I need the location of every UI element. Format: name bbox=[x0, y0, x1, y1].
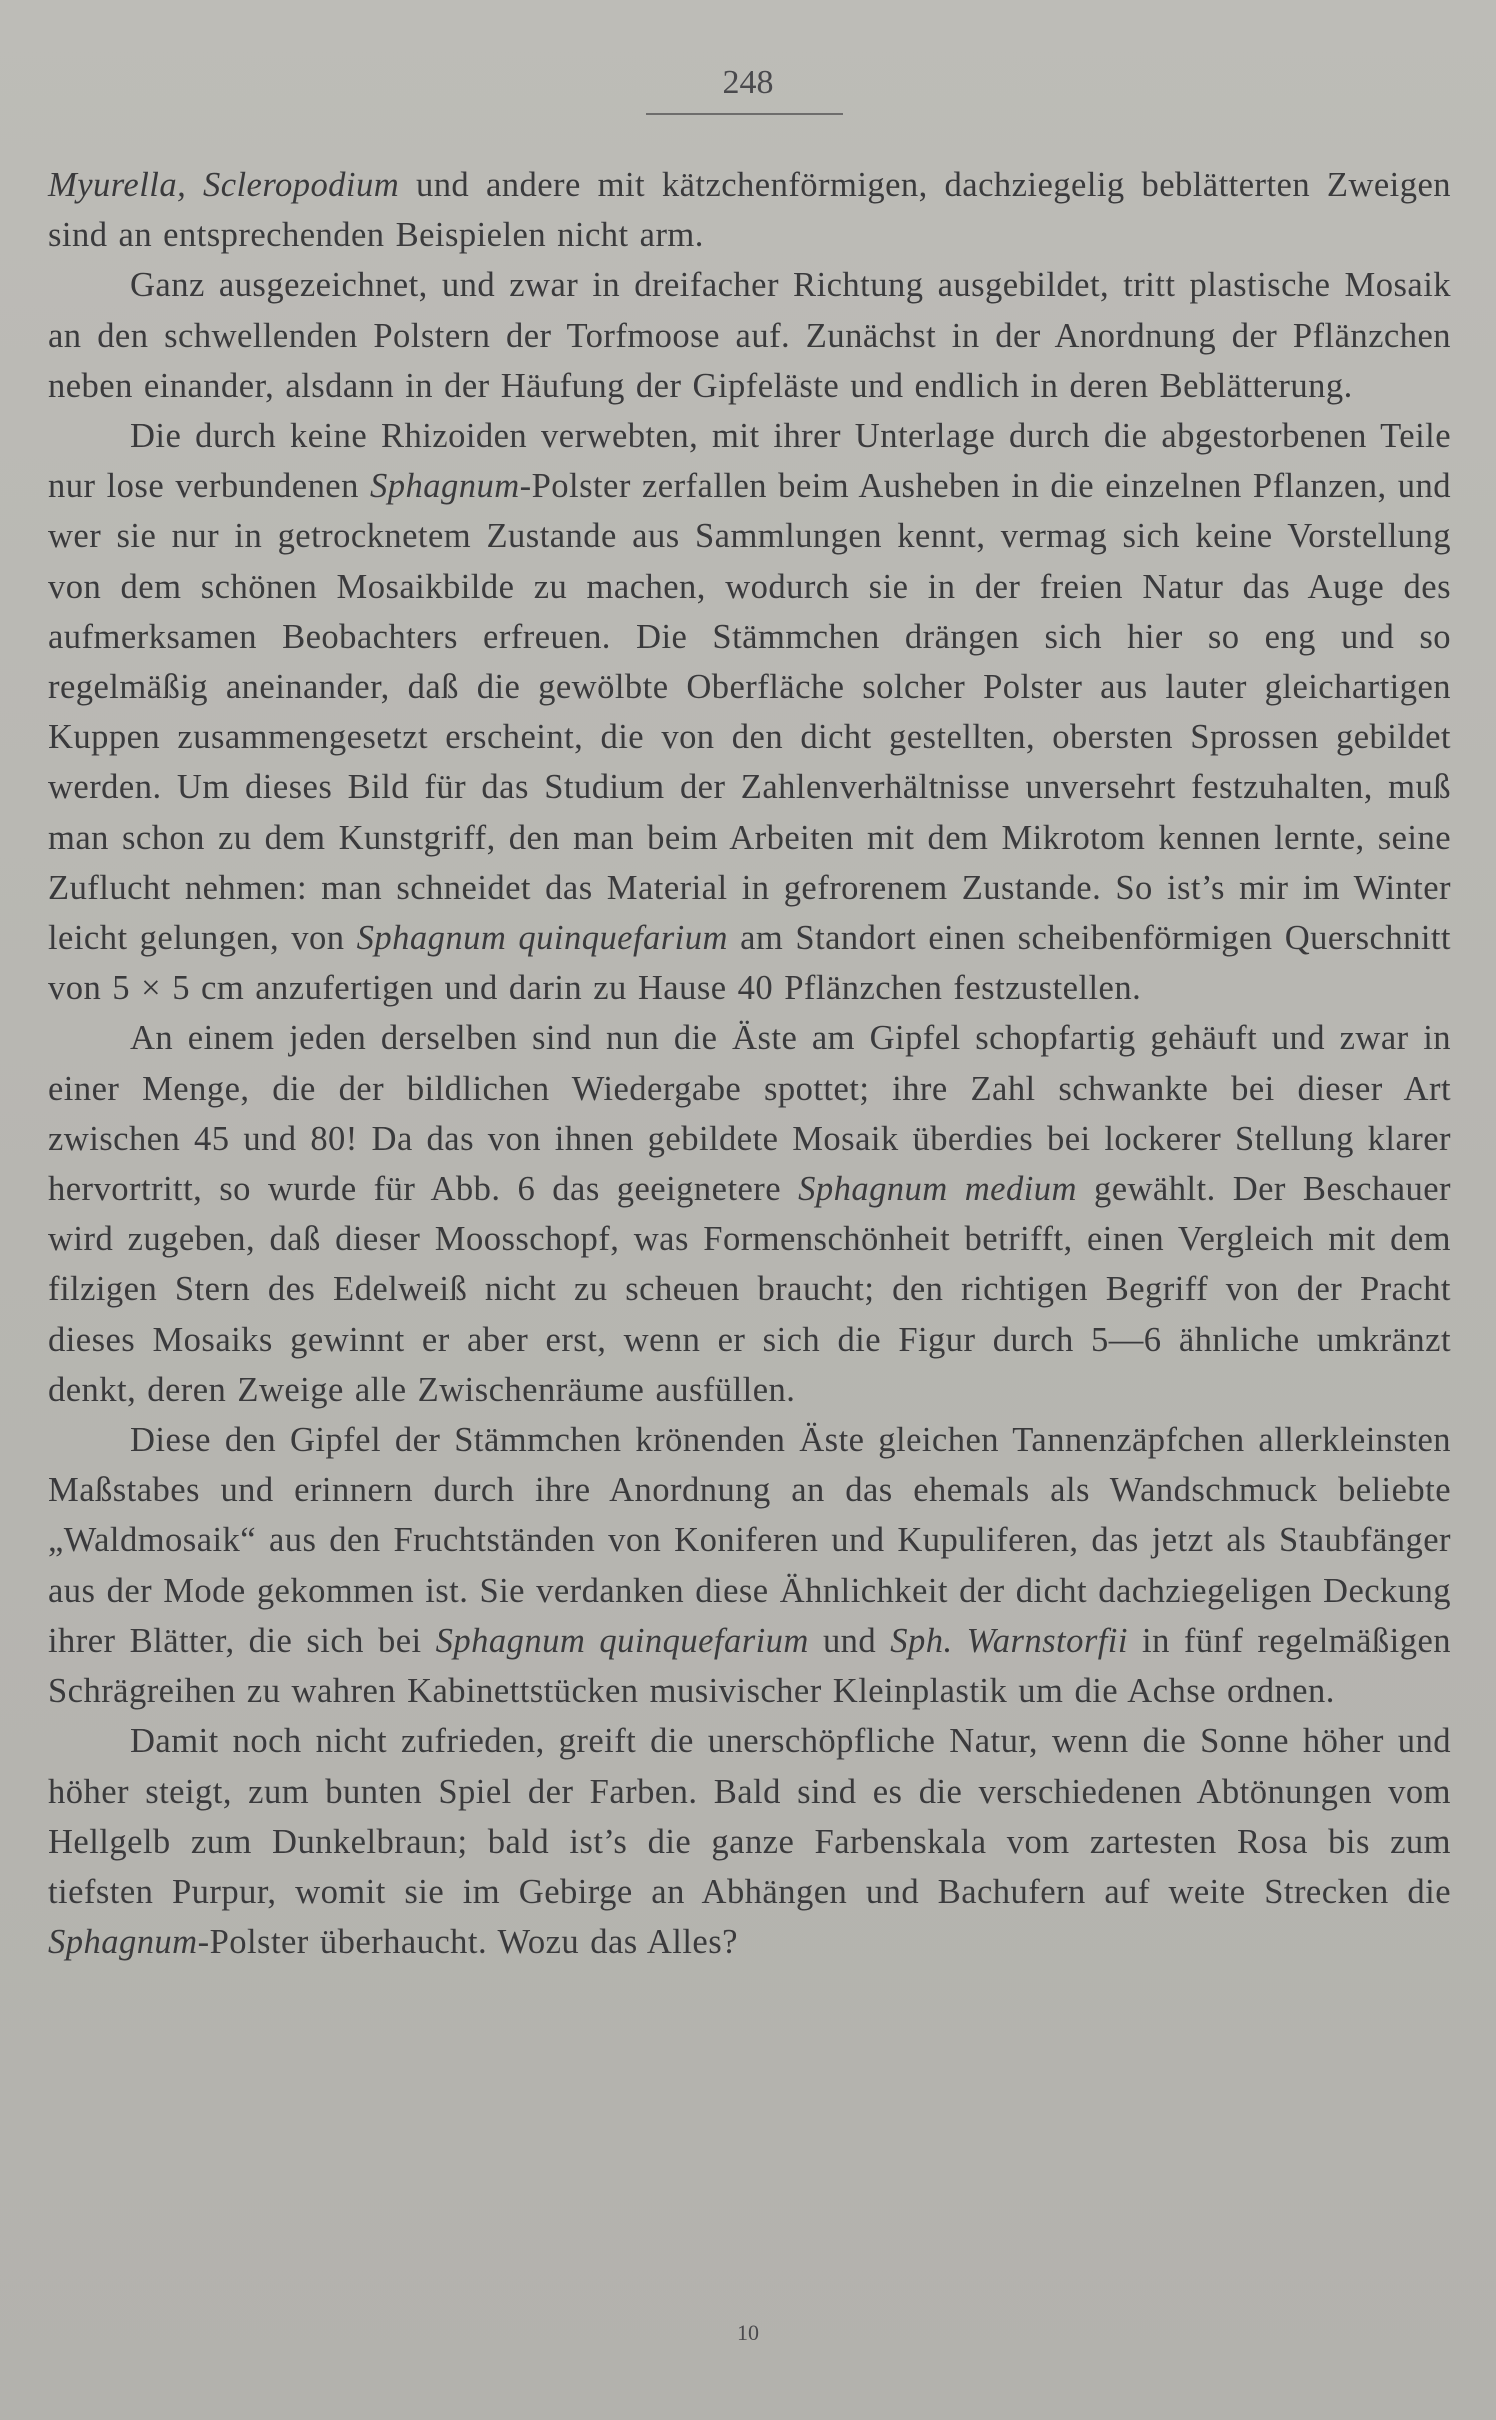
text-segment: in fünf regelmäßigen Schrägreihen zu wahren Kabinettstücken musivischer Kleinplastik um die Achse ordnen. bbox=[48, 1621, 1451, 1711]
text-segment: Sphagnum quinquefarium bbox=[356, 919, 728, 958]
paragraph bbox=[48, 411, 1451, 1013]
page-number: 248 bbox=[722, 64, 774, 101]
text-segment: Ganz ausgezeichnet, und zwar in dreifacher Richtung ausgebildet, tritt plastische Mosaik an den schwellenden Polstern der Torfmoose auf. Zunächst in der Anordnung der Pflänzchen neben einander, alsdann in der Häufung der Gipfeläste und endlich in deren Beblätterung. bbox=[48, 266, 1451, 405]
text-segment: und bbox=[808, 1621, 891, 1660]
header-rule bbox=[646, 113, 843, 115]
text-segment: Sphagnum bbox=[370, 467, 520, 506]
text-segment: Damit noch nicht zufrieden, greift die unerschöpfliche Natur, wenn die Sonne höher und höher steigt, zum bunten Spiel der Farben. Bald sind es die verschiedenen Abtönungen vom Hellgelb zum Dunkelbraun; bald ist’s die ganze Farbenskala vom zartesten Rosa bis zum tiefsten Purpur, womit sie im Gebirge an Abhängen und Bachufern auf weite Strecken die bbox=[48, 1722, 1451, 1911]
text-segment: Sphagnum quinquefarium bbox=[435, 1621, 809, 1660]
text-segment: Die durch keine Rhizoiden verwebten, mit ihrer Unterlage durch die abgestorbenen Teile nur lose verbundenen bbox=[48, 417, 1451, 506]
text-segment: gewählt. Der Beschauer wird zugeben, daß dieser Moosschopf, was Formenschönheit betrifft, einen Vergleich mit dem filzigen Stern des Edelweiß nicht zu scheuen braucht; den richtigen Begriff von der Pracht dieses Mosaiks gewinnt er aber erst, wenn er sich die Figur durch 5—6 ähnliche umkränzt denkt, deren Zweige alle Zwischenräume ausfüllen. bbox=[48, 1170, 1451, 1409]
paragraph bbox=[48, 160, 1451, 260]
paragraph bbox=[48, 260, 1451, 411]
body-text bbox=[48, 160, 1451, 1967]
text-segment: -Polster überhaucht. Wozu das Alles? bbox=[197, 1923, 738, 1962]
text-segment: Myurella, Scleropodium bbox=[48, 166, 400, 204]
text-segment: Diese den Gipfel der Stämmchen krönenden Äste gleichen Tannenzäpfchen allerkleinsten Maßstabes und erinnern durch ihre Anordnung an das ehemals als Wandschmuck beliebte „Waldmosaik“ aus den Fruchtständen von Koniferen und Kupuliferen, das jetzt als Staubfänger aus der Mode gekommen ist. Sie verdanken diese Ähnlichkeit der dicht dachziegeligen Deckung ihrer Blätter, die sich bei bbox=[48, 1421, 1451, 1660]
text-segment: und andere mit kätzchenförmigen, dachziegelig beblätterten Zweigen sind an entsprechenden Beispielen nicht arm. bbox=[48, 166, 1451, 255]
text-segment: Sph. Warnstorfii bbox=[890, 1621, 1128, 1660]
text-segment: am Standort einen scheibenförmigen Querschnitt von 5 × 5 cm anzufertigen und darin zu Hause 40 Pflänzchen festzustellen. bbox=[48, 919, 1451, 1008]
text-segment: -Polster zerfallen beim Ausheben in die einzelnen Pflanzen, und wer sie nur in getrocknetem Zustande aus Sammlungen kennt, vermag sich keine Vorstellung von dem schönen Mosaikbilde zu machen, wodurch sie in der freien Natur das Auge des aufmerksamen Beobachters erfreuen. Die Stämmchen drängen sich hier so eng und so regelmäßig aneinander, daß die gewölbte Oberfläche solcher Polster aus lauter gleichartigen Kuppen zusammengesetzt erscheint, die von den dicht gestellten, obersten Sprossen gebildet werden. Um dieses Bild für das Studium der Zahlenverhältnisse unversehrt festzuhalten, muß man schon zu dem Kunstgriff, den man beim Arbeiten mit dem Mikrotom kennen lernte, seine Zuflucht nehmen: man schneidet das Material in gefrorenem Zustande. So ist’s mir im Winter leicht gelungen, von bbox=[48, 467, 1451, 958]
paragraph bbox=[48, 1013, 1451, 1415]
text-segment: Sphagnum medium bbox=[798, 1170, 1077, 1209]
text-segment: Sphagnum bbox=[48, 1923, 198, 1962]
text-segment: An einem jeden derselben sind nun die Äste am Gipfel schopfartig gehäuft und zwar in einer Menge, die der bildlichen Wiedergabe spottet; ihre Zahl schwankte bei dieser Art zwischen 45 und 80! Da das von ihnen gebildete Mosaik überdies bei lockerer Stellung klarer hervortritt, so wurde für Abb. 6 das geeignetere bbox=[48, 1019, 1451, 1209]
paragraph bbox=[48, 1415, 1451, 1716]
signature-number: 10 bbox=[737, 2320, 759, 2345]
paragraph bbox=[48, 1716, 1451, 1967]
